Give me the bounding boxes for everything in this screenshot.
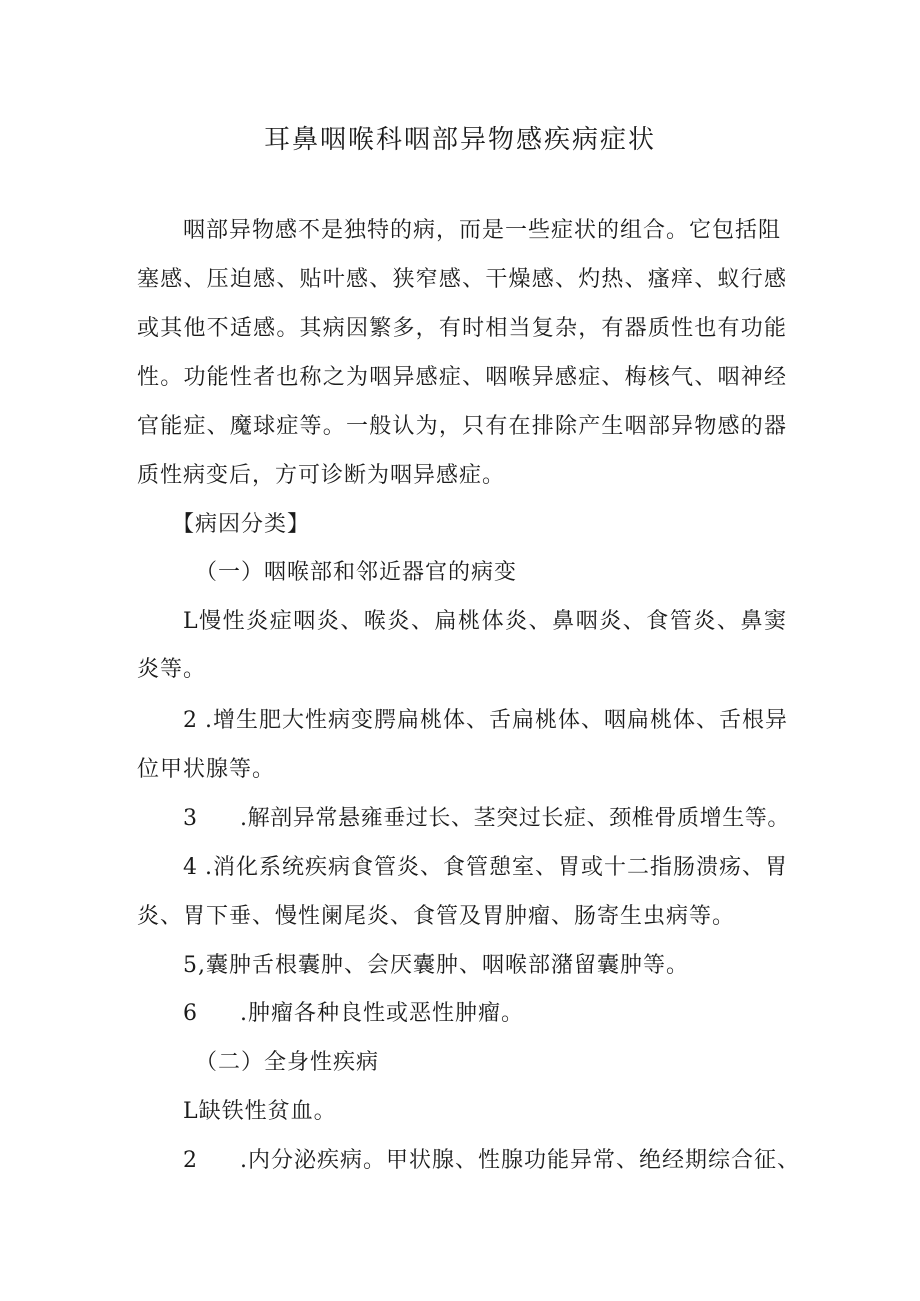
intro-line-5: 官能症、魔球症等。一般认为，只有在排除产生咽部异物感的器 — [137, 414, 787, 439]
intro-line-4: 性。功能性者也称之为咽异感症、咽喉异感症、梅核气、咽神经 — [137, 365, 787, 390]
intro-line-1: 咽部异物感不是独特的病，而是一些症状的组合。它包括阻 — [183, 218, 782, 243]
group2-heading: （二）全身性疾病 — [195, 1050, 380, 1075]
group2-item2-text: .内分泌疾病。甲状腺、性腺功能异常、绝经期综合征、 — [240, 1148, 800, 1173]
group2-item2-number: 2 — [183, 1148, 198, 1173]
group1-item1-line1: L慢性炎症咽炎、喉炎、扁桃体炎、鼻咽炎、食管炎、鼻窦 — [183, 609, 787, 634]
intro-line-2: 塞感、压迫感、贴叶感、狭窄感、干燥感、灼热、瘙痒、蚁行感 — [137, 267, 787, 292]
group1-heading: （一）咽喉部和邻近器官的病变 — [195, 560, 518, 585]
group1-item4-number: 4 — [183, 855, 198, 880]
group1-item2-line2: 位甲状腺等。 — [137, 757, 276, 782]
group1-item3-number: 3 — [183, 806, 198, 831]
group2-item1-text: L缺铁性贫血。 — [183, 1099, 337, 1124]
group1-item3-text: .解剖异常悬雍垂过长、茎突过长症、颈椎骨质增生等。 — [240, 806, 790, 831]
group1-item4-line1: .消化系统疾病食管炎、食管憩室、胃或十二指肠溃疡、胃 — [205, 855, 788, 880]
group1-item1-line2: 炎等。 — [137, 657, 207, 682]
group1-item5-text: 5,囊肿舌根囊肿、会厌囊肿、咽喉部潴留囊肿等。 — [183, 953, 689, 978]
group1-item2-line1: .增生肥大性病变腭扁桃体、舌扁桃体、咽扁桃体、舌根异 — [205, 708, 788, 733]
group1-item2-number: 2 — [183, 708, 198, 733]
intro-line-6: 质性病变后，方可诊断为咽异感症。 — [137, 463, 506, 488]
group1-item6-number: 6 — [183, 1001, 198, 1026]
document-title: 耳鼻咽喉科咽部异物感疾病症状 — [263, 125, 656, 155]
section-heading: 【病因分类】 — [172, 512, 311, 537]
group1-item4-line2: 炎、胃下垂、慢性阑尾炎、食管及胃肿瘤、肠寄生虫病等。 — [137, 904, 736, 929]
group1-item6-text: .肿瘤各种良性或恶性肿瘤。 — [240, 1001, 524, 1026]
intro-line-3: 或其他不适感。其病因繁多，有时相当复杂，有器质性也有功能 — [137, 316, 787, 341]
